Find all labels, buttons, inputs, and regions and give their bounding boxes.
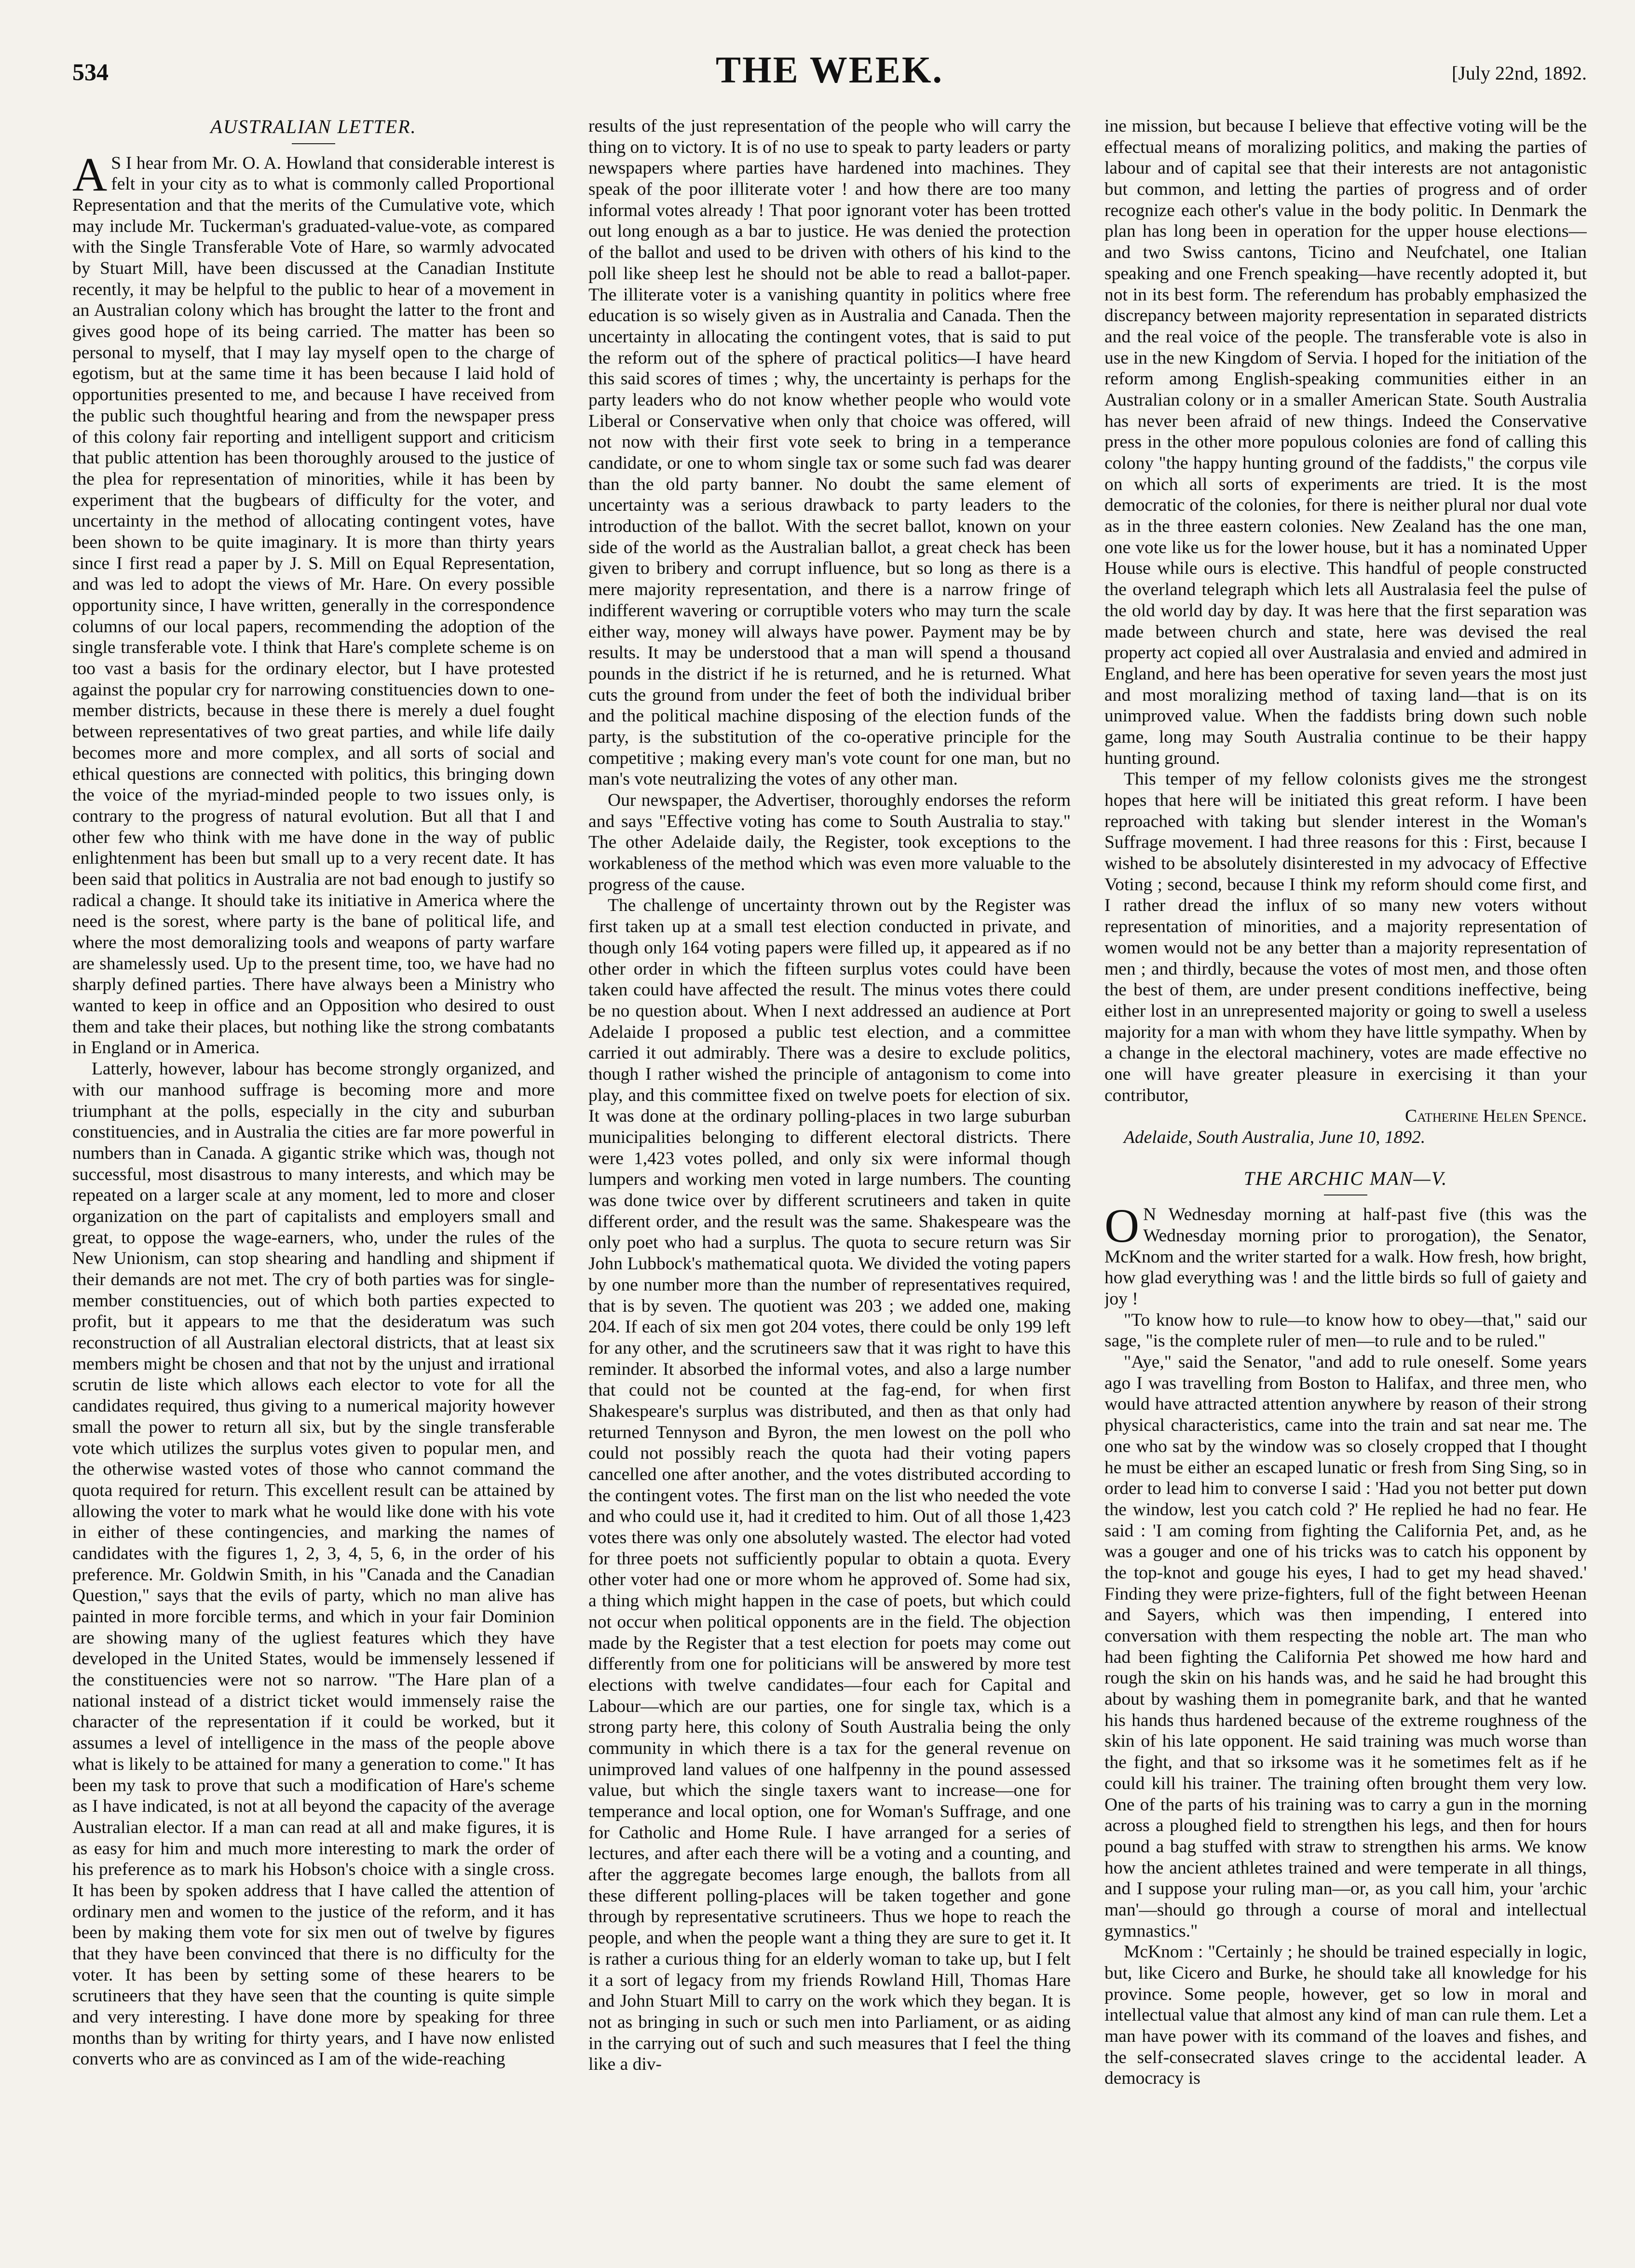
article-paragraph: "Aye," said the Senator, "and add to rule oneself. Some years ago I was travelling from Boston to Halifax, and three men, who would have attracted attention anywhere by reason of their strong physical characteristics, came into the train and sat near me. The one who sat by the window was so closely cropped that I thought he must be either an escaped lunatic or fresh from Sing Sing, so in order to lead him to converse I said : 'Had you not better put down the window, lest you catch cold ?' He replied he had no fear. He said : 'I am coming from fighting the California Pet, and, as he was a gouger and one of his tricks was to catch his opponent by the top-knot and gouge his eyes, I had to get my head shaved.' Finding they were prize-fighters, full of the fight between Heenan and Sayers, which was then impending, I entered into conversation with them respecting the noble art. The man who had been fighting the California Pet showed me how hard and rough the skin on his hands was, and he said he had brought this about by washing them in pomegranite bark, and that he wanted his hands thus hardened because of the extreme roughness of the skin of his late opponent. He said training was much worse than the fight, and that so irksome was it he sometimes felt as if he could kill his trainer. The training often brought them very low. One of the parts of his training was to carry a gun in the morning across a ploughed field to strengthen his legs, and then for hours pound a bag stuffed with straw to strengthen his arms. We know how the ancient athletes trained and were temperate in all things, and I suppose your ruling man—or, as you call him, your 'archic man'—should go through a course of moral and intellectual gymnastics." xyxy=(1104,1352,1587,1941)
article-title-archic-man: THE ARCHIC MAN—V. xyxy=(1243,1167,1448,1189)
article-title-australian-letter: AUSTRALIAN LETTER. xyxy=(210,116,417,137)
article-paragraph: Our newspaper, the Advertiser, thoroughly endorses the reform and says "Effective voting has come to South Australia to stay." The other Adelaide daily, the Register, took exceptions to the workableness of the method which was even more valuable to the progress of the cause. xyxy=(588,790,1071,895)
article-paragraph: A S I hear from Mr. O. A. Howland that considerable interest is felt in your city as to what is commonly called Proportional Representation and that the merits of the Cumulative vote, which may include Mr. Tuckerman's graduated-value-vote, as compared with the Single Transferable Vote of Hare, so warmly advocated by Stuart Mill, have been discussed at the Canadian Institute recently, it may be helpful to the public to hear of a movement in an Australian colony which has brought the latter to the front and gives good hope of its being carried. The matter has been so personal to myself, that I may lay myself open to the charge of egotism, but at the same time it has been because I laid hold of opportunities presented to me, and because I have received from the public such thoughtful hearing and from the newspaper press of this colony fair reporting and intelligent support and criticism that public attention has been thoroughly aroused to the justice of the plea for representation of minorities, while it has been by experiment that the bugbears of difficulty for the voter, and uncertainty in the method of allocating contingent votes, have been shown to be quite imaginary. It is more than thirty years since I first read a paper by J. S. Mill on Equal Representation, and was led to adopt the views of Mr. Hare. On every possible opportunity since, I have written, generally in the correspondence columns of our local papers, recommending the adoption of the single transferable vote. I think that Hare's complete scheme is on too vast a basis for the ordinary elector, but I have protested against the popular cry for narrowing constituencies down to one-member districts, because in these there is merely a duel fought between representatives of two great parties, and while life daily becomes more and more complex, and all sorts of social and ethical questions are connected with politics, this bringing down the voice of the myriad-minded people to two issues only, is contrary to the progress of natural evolution. But all that I and other few who think with me have done in the way of public enlightenment has been but small up to a very recent date. It has been said that politics in Australia are not bad enough to justify so radical a change. It should take its initiative in America where the need is the sorest, where party is the bane of political life, and where the most demoralizing tools and weapons of party warfare are shamelessly used. Up to the present time, too, we have had no sharply defined parties. There have always been a Ministry who wanted to keep in office and an Opposition who desired to oust them and take their places, but nothing like the strong combatants in England or in America. xyxy=(72,147,555,1058)
masthead-title: THE WEEK. xyxy=(715,49,944,91)
article-paragraph: ine mission, but because I believe that effective voting will be the effectual means of moralizing politics, and making the parties of labour and of capital see that their interests are not antagonistic but common, and letting the parties of progress and of order recognize each other's value in the body politic. In Denmark the plan has long been in operation for the upper house elections—and two Swiss cantons, Ticino and Neufchatel, one Italian speaking and one French speaking—have recently adopted it, but not in its best form. The referendum has probably emphasized the discrepancy between majority representation in separated districts and the real voice of the people. The transferable vote is also in use in the new Kingdom of Servia. I hoped for the initiation of the reform among English-speaking communities either in an Australian colony or in a smaller American State. South Australia has never been afraid of new things. Indeed the Conservative press in the other more populous colonies are fond of calling this colony "the happy hunting ground of the faddists," the corpus vile on which all sorts of experiments are tried. It is the most democratic of the colonies, for there is neither plural nor dual vote as in the three eastern colonies. New Zealand has the one man, one vote like us for the lower house, but it has a nominated Upper House while ours is elective. This handful of people constructed the overland telegraph which lets all Australasia feel the pulse of the old world day by day. It was here that the first separation was made between church and state, here was devised the real property act copied all over Australasia and envied and admired in England, and here has been operative for seven years the most just and most moralizing method of taxing land—that is on its unimproved value. When the faddists bring down such noble game, long may South Australia continue to be their happy hunting ground. xyxy=(1104,116,1587,768)
article-paragraph: The challenge of uncertainty thrown out by the Register was first taken up at a small test election conducted in private, and though only 164 voting papers were filled up, it appeared as if no other order in which the fifteen surplus votes could have been taken could have affected the result. The minus votes there could be no question about. When I next addressed an audience at Port Adelaide I proposed a public test election, and a committee carried it out admirably. There was a desire to exclude politics, though I rather wished the principle of antagonism to come into play, and this committee fixed on twelve poets for election of six. It was done at the ordinary polling-places in two large suburban municipalities belonging to different electoral districts. There were 1,423 votes polled, and only six were informal though lumpers and working men voted in large numbers. The counting was done twice over by different scrutineers and taken in quite different order, and the result was the same. Shakespeare was the only poet who had a surplus. The quota to secure return was Sir John Lubbock's mathematical quota. We divided the voting papers by one number more than the number of representatives required, that is by seven. The quotient was 203 ; we added one, making 204. If each of six men got 204 votes, there could be only 199 left for any other, and the scrutineers saw that it was right to have this reminder. It absorbed the informal votes, and also a large number that could not be counted at the fag-end, for when first Shakespeare's surplus was distributed, and then as that only had returned Tennyson and Byron, the men lowest on the poll who could not possibly reach the quota had their voting papers cancelled one after another, and the votes distributed according to the contingent votes. The first man on the list who needed the vote and who could use it, had it credited to him. Out of all those 1,423 votes there was only one absolutely wasted. The elector had voted for three poets not sufficiently popular to obtain a quota. Every other voter had one or more whom he approved of. Some had six, a thing which might happen in the case of poets, but which could not occur when political opponents are in the field. The objection made by the Register that a test election for poets may come out differently from one for politicians will be answered by more test elections with twelve candidates—four each for Capital and Labour—which are our parties, one for single tax, which is a strong party here, this colony of South Australia being the only community in which there is a tax for the general revenue on unimproved land values of one halfpenny in the pound assessed value, but which the single taxers want to increase—one for temperance and local option, one for Woman's Suffrage, and one for Catholic and Home Rule. I have arranged for a series of lectures, and after each there will be a voting and a counting, and after the aggregate becomes large enough, the ballots from all these different polling-places will be taken together and gone through by representative scrutineers. Thus we hope to reach the people, and when the people want a thing they are sure to get it. It is rather a curious thing for an elderly woman to take up, but I felt it a sort of legacy from my friends Rowland Hill, Thomas Hare and John Stuart Mill to carry on the work which they began. It is not as bringing in such or such men into Parliament, or as aiding in the carrying out of such and such measures that I feel the thing like a div- xyxy=(588,896,1071,2075)
article-paragraph: This temper of my fellow colonists gives me the strongest hopes that here will be initiated this great reform. I have been reproached with taking but slender interest in the Woman's Suffrage movement. I had three reasons for this : First, because I wished to be absolutely disinterested in my advocacy of Effective Voting ; second, because I think my reform should come first, and I rather dread the influx of so many new voters without representation of minorities, and a majority representation of women would not be any better than a majority representation of men ; and thirdly, because the votes of most men, and those often the best of them, are under present conditions ineffective, being either lost in an unrepresented majority or going to swell a useless majority for a man with whom they have little sympathy. When by a change in the electoral machinery, votes are made effective no one will have greater pleasure in exercising it than your contributor, xyxy=(1104,769,1587,1105)
article-paragraph: "To know how to rule—to know how to obey—that," said our sage, "is the complete ruler of men—to rule and to be ruled." xyxy=(1104,1310,1587,1351)
column-2 xyxy=(588,116,1071,2209)
page-number: 534 xyxy=(72,58,109,85)
article-paragraph: McKnom : "Certainly ; he should be trained especially in logic, but, like Cicero and Burke, he should take all knowledge for his province. Some people, however, get so low in moral and intellectual value that almost any kind of man can rule them. Let a man have power with its command of the loaves and fishes, and the self-consecrated slaves cringe to the accidental leader. A democracy is xyxy=(1104,1942,1587,2089)
column-3 xyxy=(1104,116,1587,2209)
title-rule xyxy=(292,143,335,144)
drop-cap: O xyxy=(1104,1199,1140,1253)
issue-date: [July 22nd, 1892. xyxy=(1452,62,1587,84)
column-1 xyxy=(72,116,555,2209)
article-paragraph: Latterly, however, labour has become strongly organized, and with our manhood suffrage is becoming more and more triumphant at the polls, especially in the city and suburban constituencies, and in Australia the cities are far more powerful in numbers than in Canada. A gigantic strike which was, though not successful, most disastrous to many interests, and which may be repeated on a larger scale at any moment, led to more and closer organization on the part of capitalists and employers small and great, to oppose the wage-earners, who, under the rules of the New Unionism, can stop shearing and handling and shipment if their demands are not met. The cry of both parties was for single-member constituencies, out of which both parties expected to profit, but it appears to me that the desideratum was such reconstruction of all Australian electoral districts, that at least six members might be chosen and that not by the unjust and irrational scrutin de liste which allows each elector to vote for all the candidates required, thus giving to a numerical majority however small the power to return all six, but by the single transferable vote which utilizes the surplus votes given to popular men, and the otherwise wasted votes of those who cannot command the quota required for return. This excellent result can be attained by allowing the voter to mark what he would like done with his vote in either of these contingencies, and marking the names of candidates with the figures 1, 2, 3, 4, 5, 6, in the order of his preference. Mr. Goldwin Smith, in his "Canada and the Canadian Question," says that the evils of party, which no man alive has painted in more forcible terms, and which in your fair Dominion are showing many of the ugliest features which they have developed in the United States, would be immensely lessened if the constituencies were not so narrow. "The Hare plan of a national instead of a district ticket would immensely raise the character of the representation if it could be worked, but it assumes a level of intelligence in the mass of the people above what is likely to be attained for many a generation to come." It has been my task to prove that such a modification of Hare's scheme as I have indicated, is not at all beyond the capacity of the average Australian elector. If a man can read at all and make figures, it is as easy for him and much more interesting to mark the order of his preference as to mark his Hobson's choice with a single cross. It has been by spoken address that I have called the attention of ordinary men and women to the justice of the reform, and it has been by making them vote for six men out of twelve by figures that they have been convinced that there is no difficulty for the voter. It has been by setting some of these hearers to be scrutineers that they have seen that the counting is quite simple and very interesting. I have done more by speaking for three months than by writing for thirty years, and I have now enlisted converts who are as convinced as I am of the wide-reaching xyxy=(72,1059,555,2069)
article-paragraph: results of the just representation of the people who will carry the thing on to victory. It is of no use to speak to party leaders or party newspapers where parties have hardened into machines. They speak of the poor illiterate voter ! and how there are too many informal votes already ! That poor ignorant voter has been trotted out long enough as a bar to justice. He was denied the protection of the ballot and used to be driven with others of his kind to the poll like sheep lest he should not be able to read a ballot-paper. The illiterate voter is a vanishing quantity in politics where free education is so wisely given as in Australia and Canada. Then the uncertainty in allocating the contingent votes, that is said to put the reform out of the sphere of practical politics—I have heard this said scores of times ; why, the uncertainty is perhaps for the party leaders who do not know whether people who would vote Liberal or Conservative when only that choice was offered, will not now with their first vote seek to bring in a temperance candidate, or one to whom single tax or some such fad was dearer than the old party banner. No doubt the same element of uncertainty was a serious drawback to party leaders to the introduction of the ballot. With the secret ballot, known on your side of the world as the Australian ballot, a great check has been given to bribery and corrupt influence, but so long as there is a mere majority representation, and there is a narrow fringe of indifferent wavering or corruptible voters who may turn the scale either way, money will always have power. Payment may be by results. It may be understood that a man will spend a thousand pounds in the district if he is returned, and he is returned. What cuts the ground from under the feet of both the individual briber and the political machine disposing of the election funds of the party, is the substitution of the co-operative principle for the competitive ; making every man's vote count for one man, but no man's vote neutralizing the votes of any other man. xyxy=(588,116,1071,789)
dateline: Adelaide, South Australia, June 10, 1892. xyxy=(1124,1127,1426,1147)
drop-cap: A xyxy=(72,147,108,201)
article-paragraph: O N Wednesday morning at half-past five (this was the Wednesday morning prior to prorogation), the Senator, McKnom and the writer started for a walk. How fresh, how bright, how glad everything was ! and the little birds so full of gaiety and joy ! xyxy=(1104,1199,1587,1309)
page-header xyxy=(72,48,1587,101)
author-signature: Catherine Helen Spence. xyxy=(1405,1106,1587,1127)
